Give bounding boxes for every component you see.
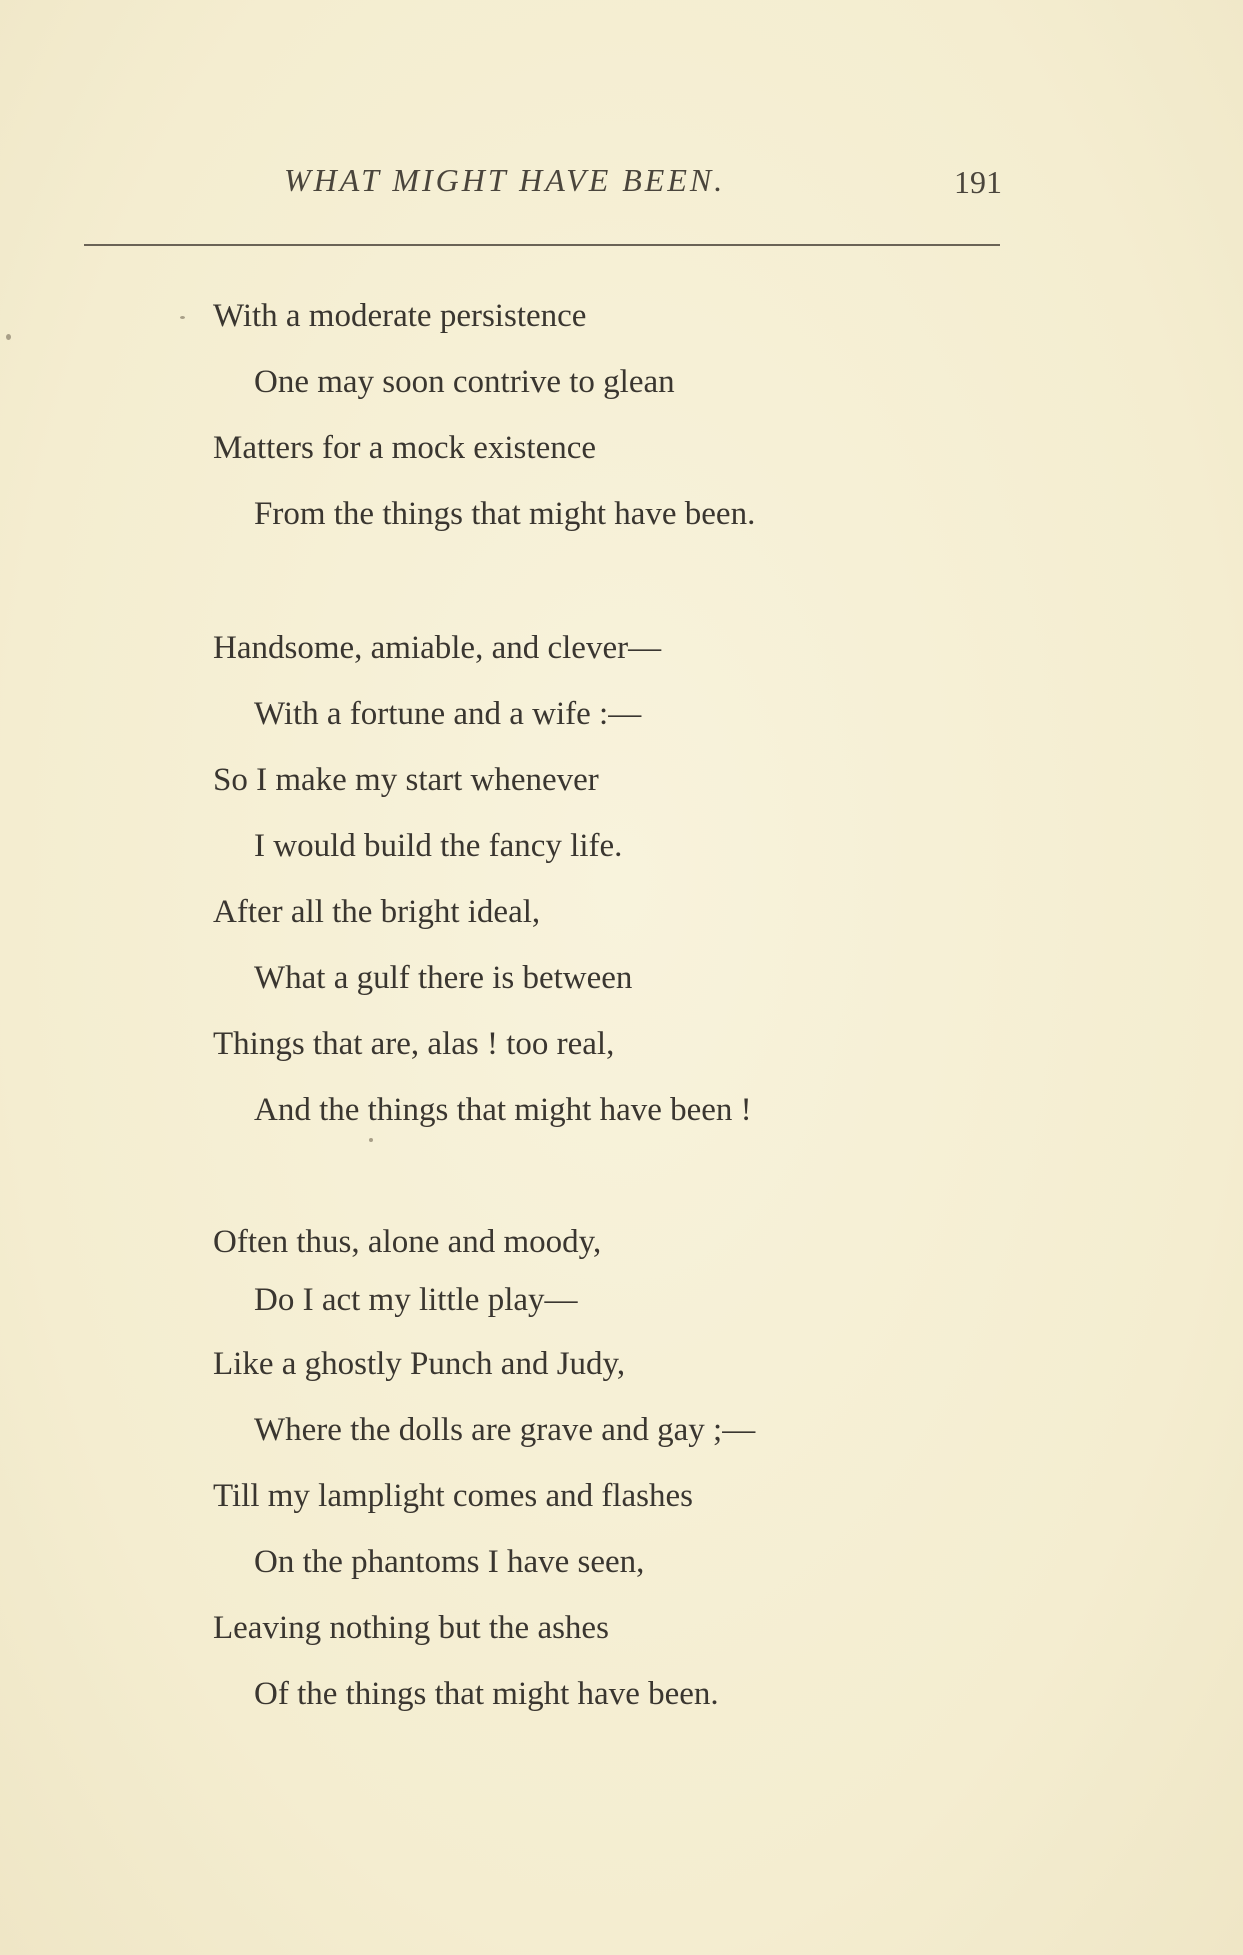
header-rule: [84, 244, 1000, 246]
poem-line: Handsome, amiable, and clever—: [213, 630, 662, 666]
poem-line: One may soon contrive to glean: [254, 364, 675, 400]
poem-line: Like a ghostly Punch and Judy,: [213, 1346, 626, 1382]
poem-line: So I make my start whenever: [213, 762, 599, 798]
poem-line: And the things that might have been !: [254, 1092, 752, 1128]
poem-line: With a fortune and a wife :—: [254, 696, 642, 732]
poem-line: Things that are, alas ! too real,: [213, 1026, 615, 1062]
poem-line: After all the bright ideal,: [213, 894, 541, 930]
poem-line: Do I act my little play—: [254, 1282, 578, 1318]
paper-speck: [180, 316, 185, 319]
running-title: WHAT MIGHT HAVE BEEN.: [284, 162, 726, 198]
poem-line: Of the things that might have been.: [254, 1676, 719, 1712]
poem-line: Often thus, alone and moody,: [213, 1224, 602, 1260]
poem-line: From the things that might have been.: [254, 496, 756, 532]
poem-line: Till my lamplight comes and flashes: [213, 1478, 693, 1514]
poem-line: With a moderate persistence: [213, 298, 587, 334]
poem-line: On the phantoms I have seen,: [254, 1544, 645, 1580]
poem-line: I would build the fancy life.: [254, 828, 623, 864]
paper-speck: [6, 334, 11, 340]
poem-line: Leaving nothing but the ashes: [213, 1610, 609, 1646]
page-number: 191: [954, 164, 1002, 200]
poem-line: Matters for a mock existence: [213, 430, 597, 466]
paper-speck: [369, 1138, 373, 1142]
poem-line: Where the dolls are grave and gay ;—: [254, 1412, 756, 1448]
poem-line: What a gulf there is between: [254, 960, 633, 996]
